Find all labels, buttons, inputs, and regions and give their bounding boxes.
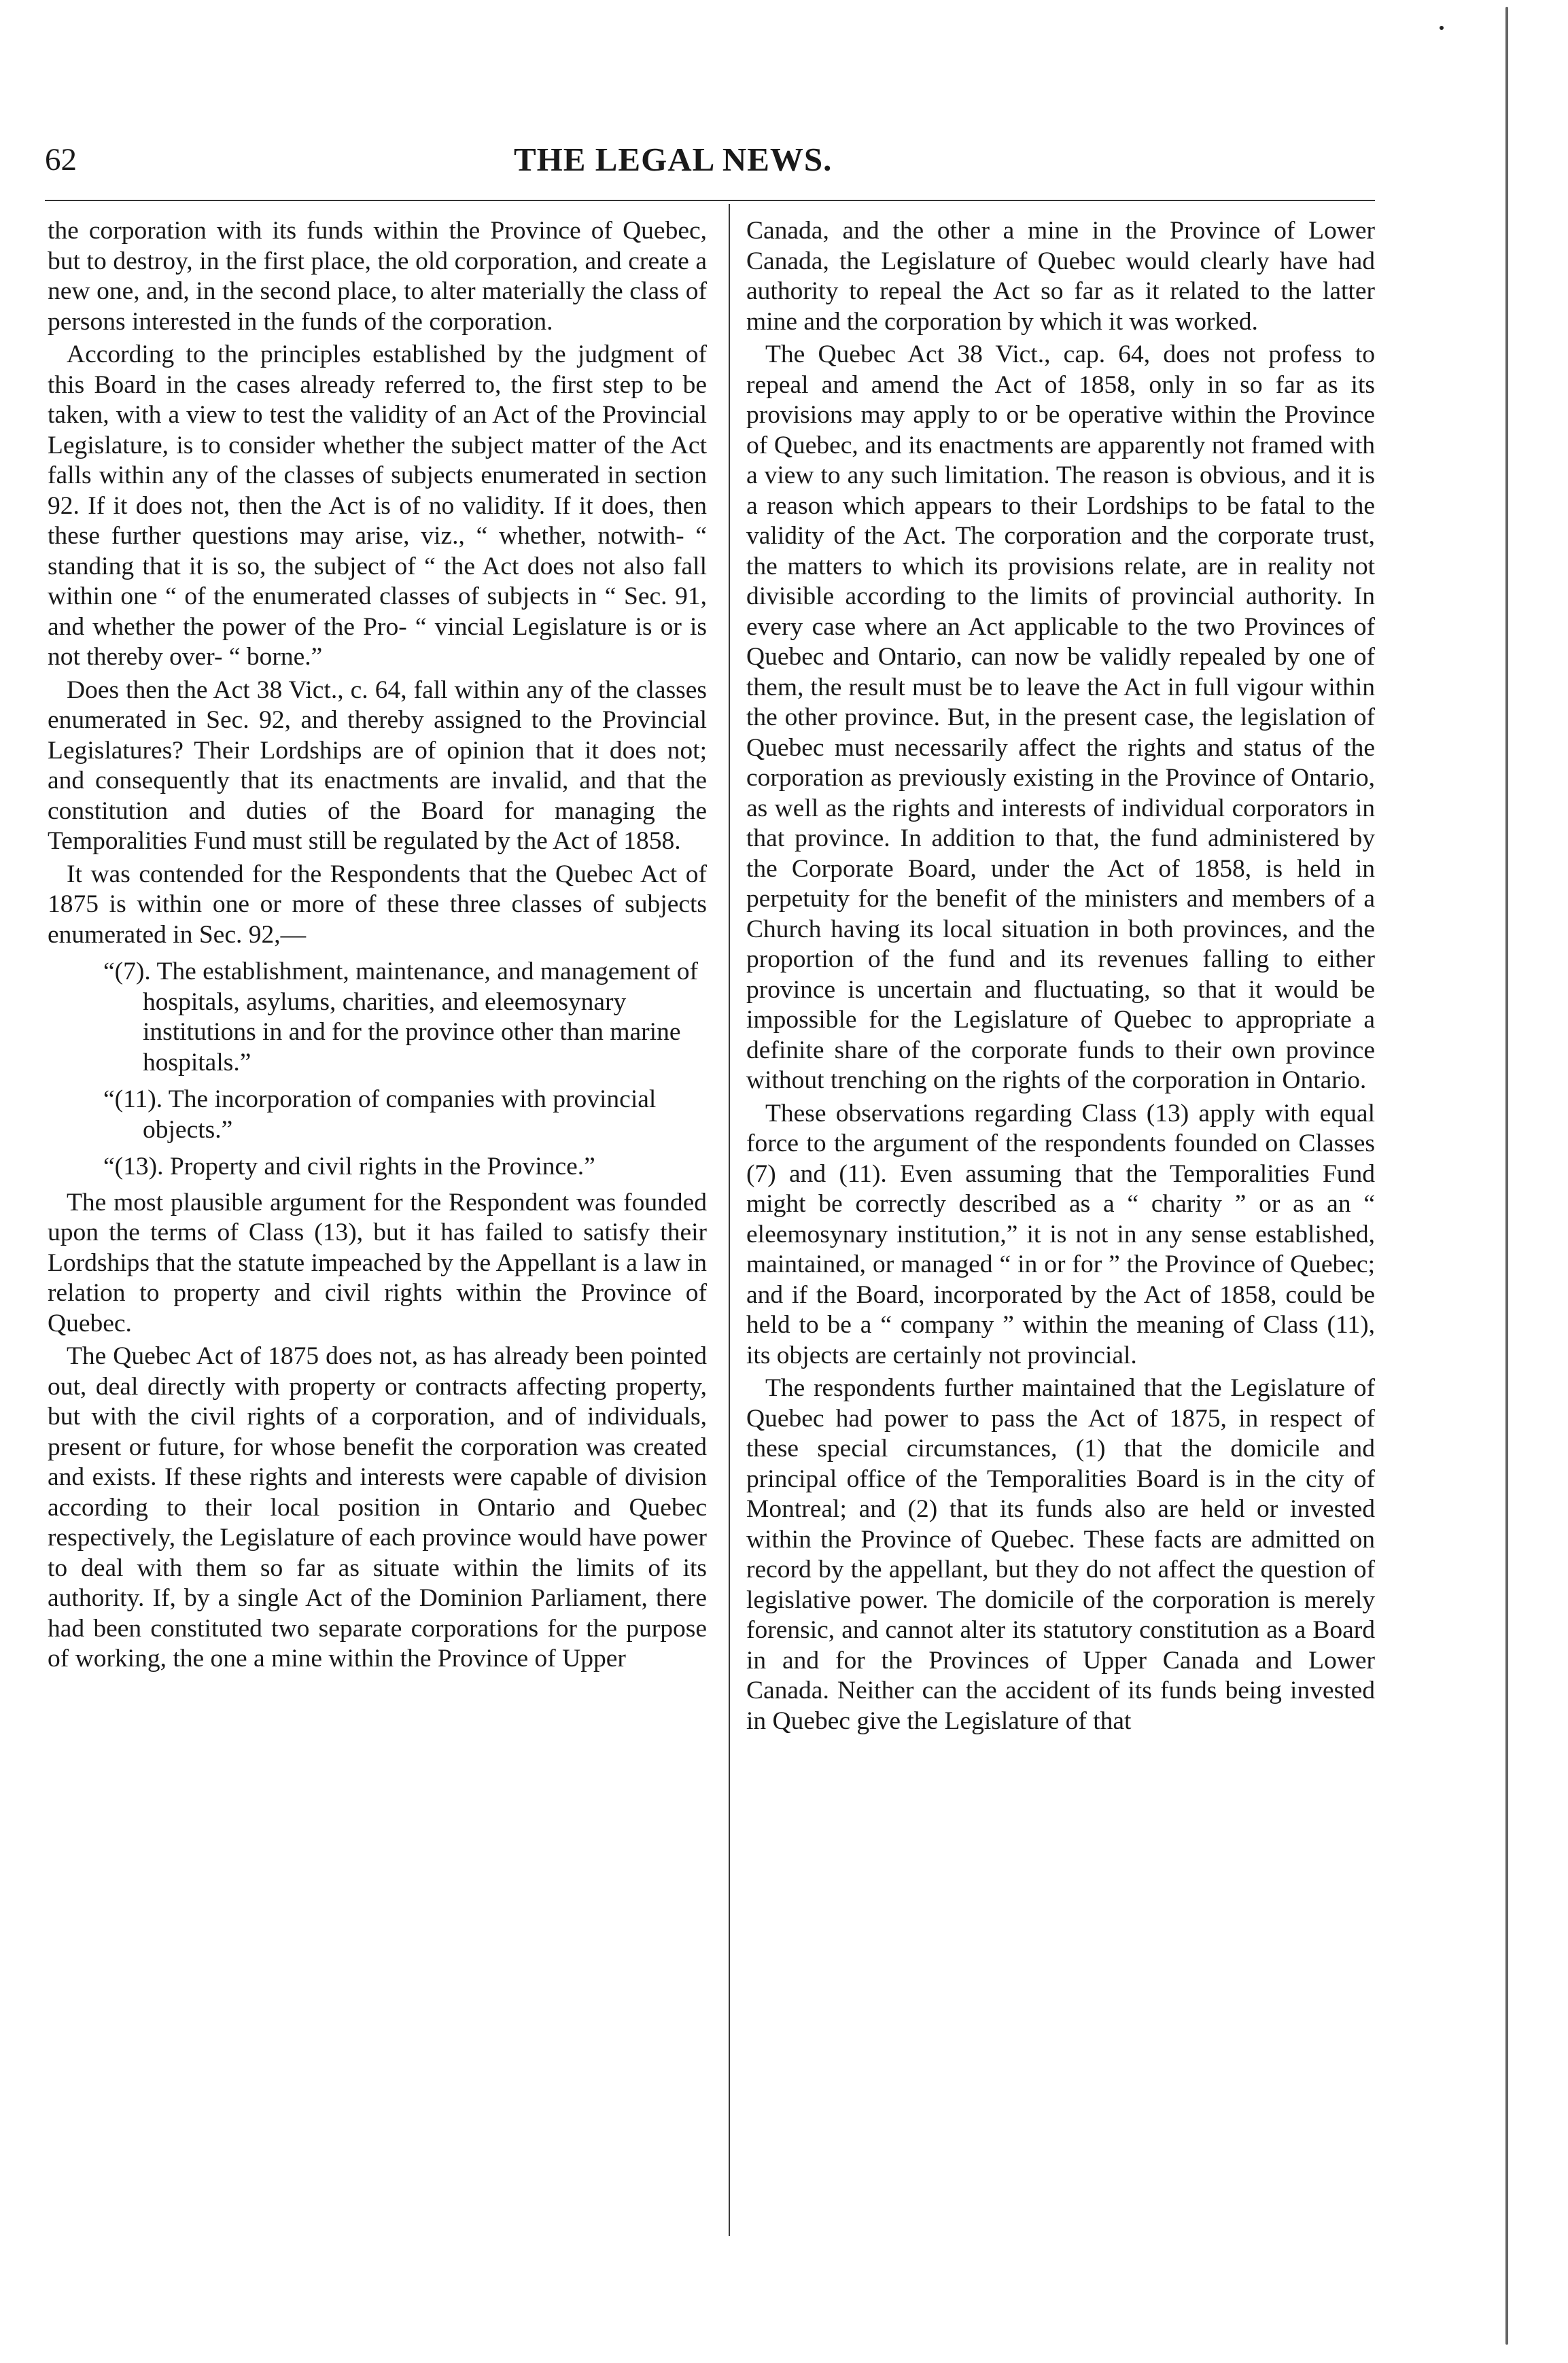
column-divider	[729, 204, 730, 2236]
page-number: 62	[45, 142, 77, 177]
right-column	[746, 216, 1375, 1739]
scan-dot-mark	[1440, 26, 1444, 30]
running-title: THE LEGAL NEWS.	[514, 141, 833, 178]
paragraph: The respondents further maintained that the Legislature of Quebec had power to pass the Act of 1875, in respect of these special circumstances, (1) that the domicile and principal office of the Temporalities Board is in the city of Montreal; and (2) that its funds also are held or invested within the Province of Quebec. These facts are admitted on record by the appellant, but they do not affect the question of legislative power. The domicile of the corporation is merely forensic, and cannot alter its statutory constitution as a Board in and for the Provinces of Upper Canada and Lower Canada. Neither can the accident of its funds being invested in Quebec give the Legislature of that	[746, 1374, 1375, 1735]
paragraph: Canada, and the other a mine in the Province of Lower Canada, the Legislature of Quebec would clearly have had authority to repeal the Act so far as it related to the latter mine and the corporation by which it was worked.	[746, 217, 1375, 336]
quoted-class-13: “(13). Property and civil rights in the Province.”	[103, 1153, 595, 1180]
left-column	[48, 216, 707, 1677]
header-rule	[45, 200, 1375, 201]
scan-edge-mark	[1505, 7, 1508, 2345]
paragraph: The Quebec Act of 1875 does not, as has already been pointed out, deal directly with property or contracts affecting property, but with the civil rights of a corporation, and of individuals, present or future, for whose benefit the corporation was created and exists. If these rights and interests were capable of division according to their local position in Ontario and Quebec respectively, the Legislature of each province would have power to deal with them so far as situate within the limits of its authority. If, by a single Act of the Dominion Parliament, there had been constituted two separate corporations for the purpose of working, the one a mine within the Province of Upper	[48, 1342, 707, 1673]
quoted-class-7: “(7). The establishment, maintenance, and management of hospitals, asylums, charities, and eleemosynary institutions in and for the province other than marine hospitals.”	[103, 958, 699, 1077]
page-header	[45, 139, 1375, 194]
quoted-class-11: “(11). The incorporation of companies with provincial objects.”	[103, 1085, 657, 1144]
paragraph: It was contended for the Respondents that the Quebec Act of 1875 is within one or more of these three classes of subjects enumerated in Sec. 92,—	[48, 860, 707, 949]
paragraph: The most plausible argument for the Respondent was founded upon the terms of Class (13), but it has failed to satisfy their Lordships that the statute impeached by the Appellant is a law in relation to property and civil rights within the Province of Quebec.	[48, 1188, 707, 1337]
paragraph: According to the principles established by the judgment of this Board in the cases already referred to, the first step to be taken, with a view to test the validity of an Act of the Provincial Legislature, is to consider whether the subject matter of the Act falls within any of the classes of subjects enumerated in section 92. If it does not, then the Act is of no validity. If it does, then these further questions may arise, viz., “ whether, notwith- “ standing that it is so, the subject of “ the Act does not also fall within one “ of the enumerated classes of subjects in “ Sec. 91, and whether the power of the Pro- “ vincial Legislature is or is not thereby over- “ borne.”	[48, 340, 707, 671]
paragraph: Does then the Act 38 Vict., c. 64, fall within any of the classes enumerated in Sec. 92, and thereby assigned to the Provincial Legislatures? Their Lordships are of opinion that it does not; and consequently that its enactments are invalid, and that the constitution and duties of the Board for managing the Temporalities Fund must still be regulated by the Act of 1858.	[48, 676, 707, 855]
paragraph: The Quebec Act 38 Vict., cap. 64, does not profess to repeal and amend the Act of 1858, only in so far as its provisions may apply to or be operative within the Province of Quebec, and its enactments are apparently not framed with a view to any such limitation. The reason is obvious, and it is a reason which appears to their Lordships to be fatal to the validity of the Act. The corporation and the corporate trust, the matters to which its provisions relate, are in reality not divisible according to the limits of provincial authority. In every case where an Act applicable to the two Provinces of Quebec and Ontario, can now be validly repealed by one of them, the result must be to leave the Act in full vigour within the other province. But, in the present case, the legislation of Quebec must necessarily affect the rights and status of the corporation as previously existing in the Province of Ontario, as well as the rights and interests of individual corporators in that province. In addition to that, the fund administered by the Corporate Board, under the Act of 1858, is held in perpetuity for the benefit of the ministers and members of a Church having its local situation in both provinces, and the proportion of the fund and its revenues falling to either province is uncertain and fluctuating, so that it would be impossible for the Legislature of Quebec to appropriate a definite share of the corporate funds to their own province without trenching on the rights of the corporation in Ontario.	[746, 340, 1375, 1094]
paragraph: the corporation with its funds within the Province of Quebec, but to destroy, in the first place, the old corporation, and create a new one, and, in the second place, to alter materially the class of persons interested in the funds of the corporation.	[48, 217, 707, 336]
paragraph: These observations regarding Class (13) apply with equal force to the argument of the respondents founded on Classes (7) and (11). Even assuming that the Temporalities Fund might be correctly described as a “ charity ” or as an “ eleemosynary institution,” it is not in any sense established, maintained, or managed “ in or for ” the Province of Quebec; and if the Board, incorporated by the Act of 1858, could be held to be a “ company ” within the meaning of Class (11), its objects are certainly not provincial.	[746, 1099, 1375, 1369]
